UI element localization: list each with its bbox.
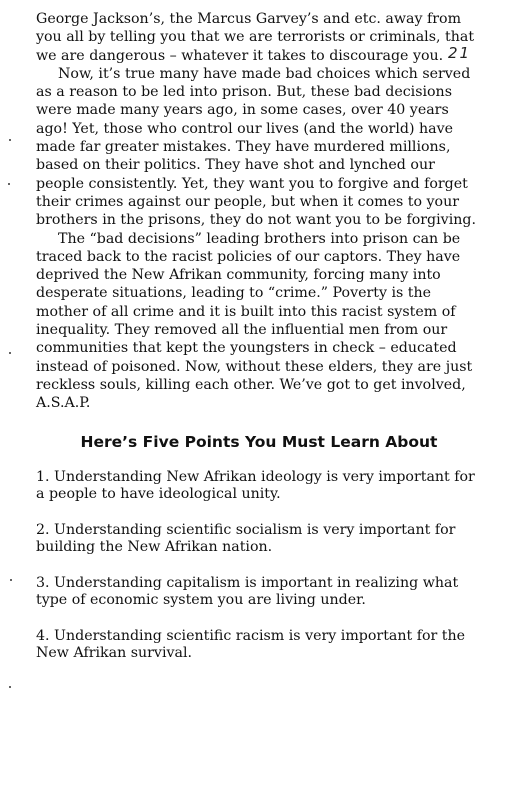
point-item-2: 2. Understanding scientific socialism is very important for building the New Afrikan nation. xyxy=(36,521,456,556)
scan-speck xyxy=(9,686,11,688)
points-list xyxy=(36,469,476,663)
paragraph-continuation: George Jackson’s, the Marcus Garvey’s and etc. away from you all by telling you that we are terrorists or criminals, that we are dangerous – whatever it takes to discourage you. xyxy=(36,11,475,64)
scan-speck xyxy=(9,352,11,354)
point-item-4: 4. Understanding scientific racism is very important for the New Afrikan survival. xyxy=(36,627,466,662)
point-item-1: 1. Understanding New Afrikan ideology is very important for a people to have ideological unity. xyxy=(36,468,475,503)
paragraph-bad-choices: Now, it’s true many have made bad choices which served as a reason to be led into prison. But, these bad decisions were made many years ago, in some cases, over 40 years ago! Yet, those who control our lives (and the world) have made far greater mistakes. They have murdered millions, based on their politics. They have shot and lynched our people consistently. Yet, they want you to forgive and forget their crimes against our people, but when it comes to your brothers in the prisons, they do not want you to be forgiving. xyxy=(36,65,476,229)
handwritten-page-number: 21 xyxy=(448,44,472,62)
scan-speck xyxy=(9,139,11,141)
section-heading: Here’s Five Points You Must Learn About xyxy=(80,432,438,451)
point-item-3: 3. Understanding capitalism is important in realizing what type of economic system you are living under. xyxy=(36,574,459,609)
scan-speck xyxy=(8,183,10,185)
document-page xyxy=(36,10,476,681)
scan-speck xyxy=(10,579,12,581)
paragraph-bad-decisions: The “bad decisions” leading brothers into prison can be traced back to the racist policies of our captors. They have deprived the New Afrikan community, forcing many into desperate situations, leading to “crime.” Poverty is the mother of all crime and it is built into this racist system of inequality. They removed all the influential men from our communities that kept the youngsters in check – educated instead of poisoned. Now, without these elders, they are just reckless souls, killing each other. We’ve got to get involved, A.S.A.P. xyxy=(36,230,473,412)
